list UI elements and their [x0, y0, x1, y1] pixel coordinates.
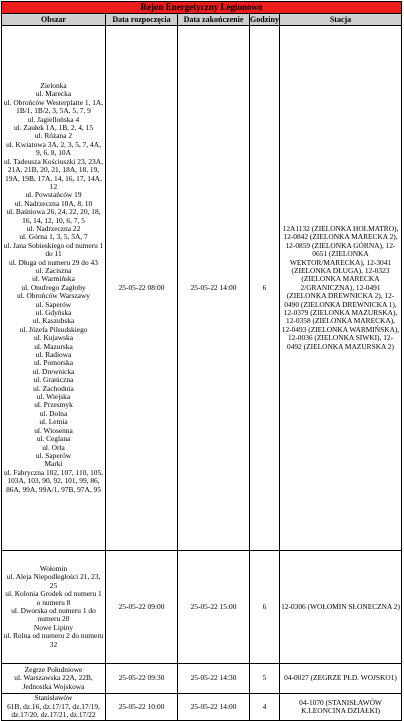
obszar-line: ul. Obrońców Warszawy — [17, 291, 90, 301]
obszar-line: ul. Pomorska — [33, 358, 73, 368]
obszar-line: ul. Baśniowa 26, 24, 22, 20, 18, 16, 14, 12, 10, 6, 7, 5 — [6, 207, 101, 225]
obszar-line: ul. Saperów — [35, 450, 72, 460]
obszar-line: ul. Dolna — [39, 408, 68, 418]
obszar-line: ul. Zaułek 1A, 1B, 2, 4, 15 — [13, 123, 94, 133]
outage-table-wrapper — [1, 1, 401, 721]
obszar-line: 61B, dz.16, dz.17/17, dz.17/19, dz.17/20, dz.17/21, dz.17/22 — [7, 701, 100, 720]
obszar-line: ul. Radiowa — [35, 350, 72, 360]
obszar-line: ul. Wiosenna — [34, 425, 73, 435]
obszar-line: ul. Górna 1, 3, 5, 5A, 7 — [19, 232, 88, 242]
header-data-zakonczenia: Data zakończenie — [178, 14, 250, 26]
obszar-line: ul. Orła — [42, 442, 65, 452]
obszar-line: ul. Kujawska — [34, 333, 73, 343]
obszar-line: Wołomin — [39, 563, 68, 573]
obszar-list — [3, 565, 104, 649]
obszar-line: ul. Kolonia Grodek od numeru 1 o numeru 8 — [5, 589, 102, 607]
table-row — [2, 551, 402, 664]
obszar-line: ul. Zachodnia — [33, 383, 74, 393]
cell-obszar — [2, 26, 106, 551]
obszar-line: ul. Ceglana — [36, 434, 71, 444]
header-obszar: Obszar — [2, 14, 106, 26]
cell-start: 25-05-22 09:30 — [106, 664, 178, 694]
title-row — [2, 2, 402, 14]
obszar-line: ul. Aleja Niepodległości 21, 23, 25 — [6, 572, 101, 590]
obszar-line: Zegrze Południowe — [24, 664, 83, 674]
obszar-line: Jednostka Wojskowa — [22, 681, 85, 691]
header-row — [2, 14, 402, 26]
table-row — [2, 26, 402, 551]
obszar-line: ul. Długa od numeru 29 do 43 — [9, 257, 98, 267]
obszar-line: ul. Saperów — [35, 299, 72, 309]
cell-hours: 4 — [250, 694, 280, 721]
obszar-line: ul. Tadeusza Kościuszki 23, 23A, 21A, 21B, 20, 21, 18A, 18, 19, 19A, 19B, 17A, 14, 16, 17, 14A, 12 — [4, 156, 103, 191]
cell-start: 25-05-22 10:00 — [106, 694, 178, 721]
obszar-list — [3, 694, 104, 719]
obszar-line: ul. Różana 2 — [34, 131, 73, 141]
obszar-line: ul. Rolna od numeru 2 do numeru 32 — [3, 631, 104, 649]
cell-stacja: 04-0027 (ZEGRZE PŁD. WOJSKO1) — [280, 664, 402, 694]
cell-end: 25-05-22 14:30 — [178, 664, 250, 694]
obszar-line: ul. Zaciszna — [35, 265, 72, 275]
cell-stacja: 12-0306 (WOŁOMIN SŁONECZNA 2) — [280, 551, 402, 664]
table-title: Rejon Energetyczny Legionowo — [2, 2, 402, 14]
obszar-line: ul. Gdyńska — [35, 308, 72, 318]
obszar-line: ul. Fabryczna 102, 107, 110, 105, 103A, 103, 90, 92, 101, 99, 86, 86A, 99A, 99A/1, 97B, 97A, 95 — [3, 467, 104, 494]
obszar-line: ul. Kaszubska — [32, 316, 75, 326]
cell-hours: 6 — [250, 26, 280, 551]
outage-table — [1, 1, 402, 721]
cell-hours: 5 — [250, 664, 280, 694]
obszar-line: ul. Nadrzeczna 22 — [26, 223, 81, 233]
obszar-line: Stanisławów — [34, 693, 73, 703]
obszar-line: Nowe Lipiny — [33, 622, 74, 632]
obszar-line: ul. Letnia — [39, 417, 68, 427]
obszar-line: ul. Przesmyk — [34, 400, 73, 410]
cell-obszar — [2, 694, 106, 721]
table-row — [2, 664, 402, 694]
cell-obszar — [2, 664, 106, 694]
obszar-line: ul. Drewnicka — [32, 366, 75, 376]
obszar-line: ul. Dworska od numeru 1 do numeru 20 — [11, 606, 96, 624]
table-row — [2, 694, 402, 721]
obszar-line: ul. Józefa Piłsudskiego — [19, 324, 88, 334]
cell-start: 25-05-22 09:00 — [106, 551, 178, 664]
obszar-line: ul. Powstańców 19 — [25, 190, 82, 200]
header-data-rozpoczecia: Data rozpoczęcia — [106, 14, 178, 26]
obszar-list — [3, 82, 104, 494]
header-stacja: Stacja — [280, 14, 402, 26]
cell-start: 25-05-22 08:00 — [106, 26, 178, 551]
cell-end: 25-05-22 15:00 — [178, 551, 250, 664]
cell-hours: 6 — [250, 551, 280, 664]
obszar-line: Marki — [44, 459, 63, 469]
obszar-line: ul. Wiejska — [36, 392, 71, 402]
cell-end: 25-05-22 14:00 — [178, 694, 250, 721]
obszar-line: ul. Jana Sobieskiego od numeru 1 do 11 — [3, 240, 104, 259]
obszar-line: Zielonka — [40, 81, 67, 91]
obszar-line: ul. Warszawska 22A, 22B, — [14, 673, 93, 683]
obszar-line: ul. Nadrzeczna 10A, 8, 10 — [14, 198, 93, 208]
cell-stacja: 12A1132 (ZIELONKA HOLMATRO), 12-0842 (ZIELONKA MARECKA 2), 12-0859 (ZIELONKA GÓRNA), 12-0651 (ZIELONKA WEKTOR/MARECKA), 12-3041 (ZIELONKA DŁUGA), 12-0323 (ZIELONKA MARECKA 2/GRANICZNA), 12-0491 (ZIELONKA DREWNICKA 2), 12-0490 (ZIELONKA DREWNICKA 1), 12-0379 (ZIELONKA MAZURSKA), 12-0358 (ZIELONKA MARECKA), 12-0493 (ZIELONKA WARMIŃSKA), 12-0036 (ZIELONKA SIWKI), 12-0492 (ZIELONKA MAZURSKA 2) — [280, 26, 402, 551]
cell-end: 25-05-22 14:00 — [178, 26, 250, 551]
obszar-line: ul. Obrońców Westerplatte 1, 1A, 1B/1, 1B/2, 3, 5A, 5, 7, 9 — [3, 97, 104, 116]
header-godziny: Godziny — [250, 15, 279, 24]
obszar-line: ul. Warmińska — [32, 274, 75, 284]
cell-stacja: 04-1070 (STANISŁAWÓW K.LEONCINA DZIAŁKI) — [280, 694, 402, 721]
obszar-line: ul. Jagiellońska 4 — [27, 114, 80, 124]
obszar-line: ul. Kwiatowa 3A, 2, 3, 5, 7, 4A, 9, 6, 8, 10A — [6, 139, 101, 158]
obszar-list — [3, 666, 104, 691]
obszar-line: ul. Mazurska — [34, 341, 73, 351]
obszar-line: ul. Marecka — [35, 89, 72, 99]
obszar-line: ul. Graniczna — [33, 375, 74, 385]
obszar-line: ul. Onufrego Zagłoby — [21, 282, 86, 292]
cell-obszar — [2, 551, 106, 664]
